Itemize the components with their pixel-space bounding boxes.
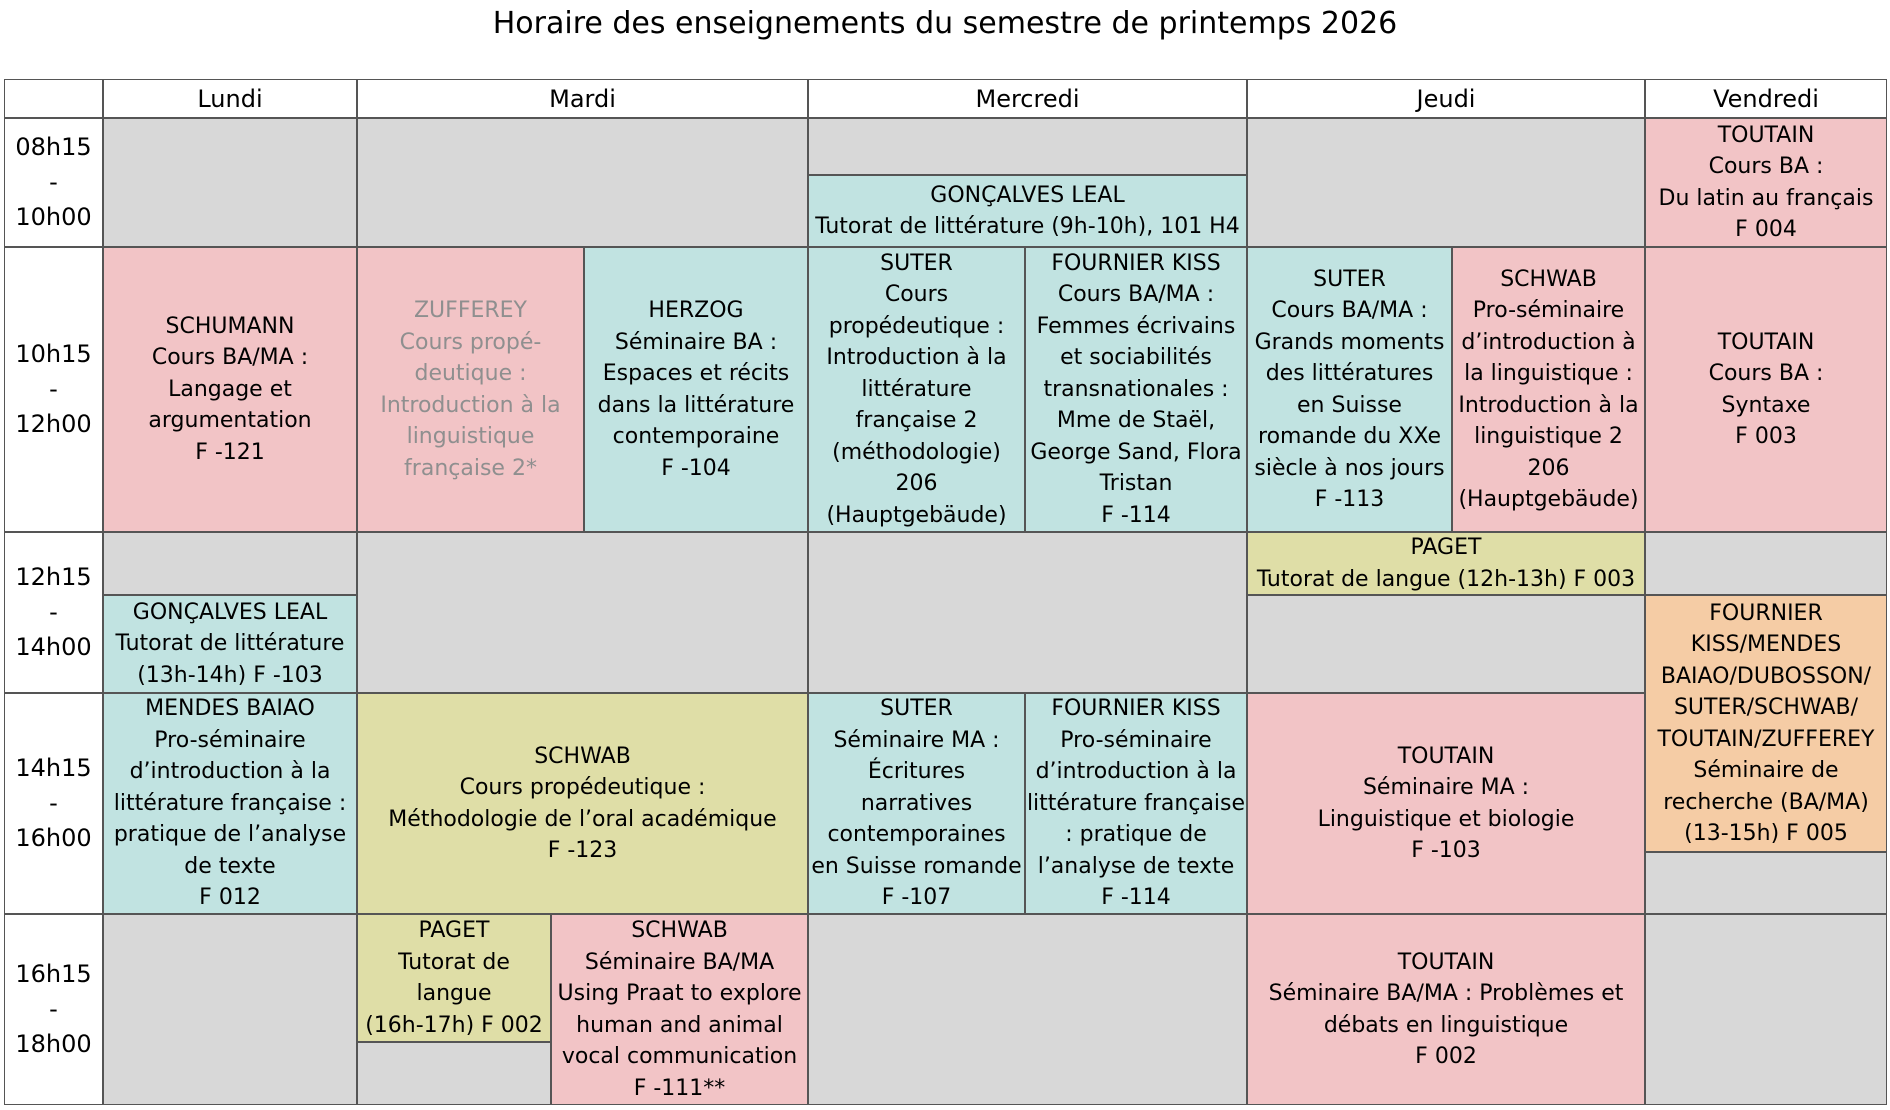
- course-block: [357, 247, 584, 532]
- course-detail: l’analyse de texte: [1037, 853, 1235, 879]
- course-name: [1648, 598, 1884, 756]
- course-detail: Cours BA :: [1708, 361, 1824, 386]
- course-detail: Séminaire MA :: [1362, 775, 1530, 800]
- empty-slot: [808, 914, 1247, 1105]
- course-detail: F -103: [1411, 838, 1481, 863]
- course-name: HERZOG: [648, 298, 744, 323]
- time-label: 14h00: [15, 633, 92, 661]
- course-block: [551, 914, 808, 1105]
- course-detail: Langage et: [168, 376, 292, 402]
- course-detail: Écritures narratives: [860, 759, 973, 816]
- course-detail: d’introduction à la: [1035, 759, 1237, 785]
- course-detail: Séminaire MA :: [833, 727, 1000, 753]
- course-detail: siècle à nos jours: [1254, 455, 1445, 481]
- course-block: [1247, 247, 1452, 532]
- empty-slot: [1645, 914, 1887, 1105]
- course-detail: Du latin au français: [1658, 185, 1874, 211]
- course-detail: 206: [895, 471, 938, 497]
- course-detail: Cours propé-: [399, 329, 542, 355]
- time-slot-0: [4, 118, 103, 247]
- time-label: 12h15: [15, 563, 92, 591]
- course-detail: Espaces et récits: [602, 361, 790, 386]
- empty-slot: [1645, 532, 1887, 595]
- course-detail: F 012: [199, 885, 261, 911]
- course-name: TOUTAIN: [1397, 949, 1495, 975]
- course-detail: (13h-14h) F -103: [137, 662, 323, 688]
- course-detail: contemporaine: [612, 424, 780, 449]
- time-label: 12h00: [15, 410, 92, 438]
- course-name: SCHWAB: [631, 918, 728, 943]
- course-name: SCHUMANN: [165, 313, 295, 339]
- course-block: [1025, 693, 1247, 914]
- time-label: 10h15: [15, 340, 92, 368]
- course-detail: Using Praat to explore: [557, 981, 802, 1006]
- time-label: 16h00: [15, 824, 92, 852]
- course-detail: propédeutique :: [828, 313, 1005, 339]
- course-detail: (13-15h) F 005: [1684, 821, 1848, 846]
- course-detail: F 003: [1735, 424, 1797, 449]
- course-detail: (Hauptgebäude): [826, 502, 1007, 528]
- course-detail: des littératures: [1265, 361, 1434, 386]
- course-detail: (16h-17h) F 002: [365, 1012, 543, 1038]
- course-detail: littérature française :: [113, 790, 347, 816]
- day-header-2: Mercredi: [808, 79, 1247, 118]
- time-slot-2: [4, 532, 103, 693]
- course-name: TOUTAIN: [1397, 743, 1495, 769]
- time-slot-3: [4, 693, 103, 914]
- course-detail: : pratique de: [1065, 822, 1207, 848]
- course-name: SUTER: [880, 696, 953, 722]
- course-detail: F 002: [1415, 1044, 1477, 1069]
- course-detail: linguistique 2: [1474, 424, 1623, 449]
- course-detail: débats en linguistique: [1323, 1012, 1569, 1038]
- course-detail: française 2: [855, 408, 978, 434]
- course-detail: Séminaire BA :: [614, 329, 778, 355]
- empty-slot: [103, 532, 357, 595]
- course-name: MENDES BAIAO: [145, 696, 315, 722]
- course-name: SCHWAB: [534, 743, 631, 769]
- day-header-3: Jeudi: [1247, 79, 1645, 118]
- course-name: SCHWAB: [1500, 266, 1597, 292]
- empty-slot: [808, 532, 1247, 693]
- course-detail: George Sand, Flora: [1030, 439, 1242, 465]
- course-detail: F 004: [1735, 217, 1797, 242]
- course-detail: Introduction à la: [826, 345, 1007, 371]
- empty-slot: [357, 532, 808, 693]
- day-header-4: Vendredi: [1645, 79, 1887, 118]
- course-detail: et sociabilités: [1060, 345, 1212, 371]
- course-detail: littérature française: [1026, 790, 1246, 816]
- course-name: GONÇALVES LEAL: [132, 599, 328, 625]
- course-detail: Tutorat de: [398, 949, 510, 975]
- course-detail: linguistique: [406, 424, 535, 449]
- empty-slot: [1247, 118, 1645, 247]
- course-detail: d’introduction à: [1461, 329, 1636, 355]
- course-detail: Cours BA :: [1708, 154, 1824, 179]
- course-block: [357, 914, 551, 1042]
- corner-cell: [4, 79, 103, 118]
- course-detail: Cours BA/MA :: [1057, 282, 1215, 308]
- course-detail: Tutorat de littérature (9h-10h), 101 H4: [815, 214, 1240, 239]
- course-detail: argumentation: [148, 408, 312, 434]
- time-label: -: [49, 995, 58, 1023]
- empty-slot: [357, 118, 808, 247]
- course-detail: Cours BA/MA :: [1271, 298, 1428, 323]
- time-label: 10h00: [15, 203, 92, 231]
- course-detail: Mme de Staël,: [1056, 408, 1216, 434]
- course-name: SUTER: [1313, 266, 1386, 292]
- course-detail: F -123: [547, 838, 618, 863]
- time-slot-1: [4, 247, 103, 532]
- course-detail: Tutorat de langue (12h-13h) F 003: [1256, 566, 1636, 592]
- course-detail: vocal communication: [561, 1044, 798, 1069]
- course-detail: Pro-séminaire: [1472, 298, 1625, 323]
- course-name-line: KISS/MENDES: [1690, 632, 1842, 657]
- course-detail: Cours propédeutique :: [459, 775, 706, 800]
- course-detail: Séminaire de: [1693, 758, 1839, 783]
- course-detail: romande du XXe: [1258, 424, 1441, 449]
- course-block: [1452, 247, 1645, 532]
- time-label: -: [49, 789, 58, 817]
- course-detail: deutique :: [414, 361, 527, 386]
- course-detail: d’introduction à la: [129, 759, 331, 785]
- time-label: 14h15: [15, 754, 92, 782]
- course-block: [808, 247, 1025, 532]
- course-detail: recherche (BA/MA): [1663, 789, 1869, 815]
- course-detail: langue: [416, 981, 492, 1006]
- course-name-line: SUTER/SCHWAB/: [1673, 695, 1859, 720]
- course-detail: Linguistique et biologie: [1317, 806, 1575, 832]
- course-name: GONÇALVES LEAL: [930, 182, 1125, 208]
- empty-slot: [103, 118, 357, 247]
- course-block: [1025, 247, 1247, 532]
- course-name: ZUFFEREY: [413, 298, 527, 323]
- course-block: [584, 247, 808, 532]
- course-detail: la linguistique :: [1464, 361, 1633, 386]
- course-detail: human and animal: [576, 1012, 783, 1038]
- time-label: 18h00: [15, 1030, 92, 1058]
- course-block: [357, 693, 808, 914]
- course-detail: F -121: [195, 439, 265, 465]
- time-label: 16h15: [15, 960, 92, 988]
- course-detail: (méthodologie): [832, 439, 1001, 465]
- course-detail: contemporaines: [827, 822, 1006, 848]
- empty-slot: [808, 118, 1247, 175]
- course-name-line: FOURNIER: [1709, 600, 1823, 626]
- course-block: [1645, 118, 1887, 247]
- course-block: [808, 175, 1247, 247]
- course-block: [808, 693, 1025, 914]
- course-detail: littérature: [861, 376, 972, 402]
- day-header-0: Lundi: [103, 79, 357, 118]
- course-block: [1247, 532, 1645, 595]
- course-detail: pratique de l’analyse: [113, 822, 347, 848]
- empty-slot: [1247, 595, 1645, 693]
- course-detail: Introduction à la: [380, 392, 561, 418]
- course-name: SUTER: [880, 250, 953, 276]
- empty-slot: [357, 1042, 551, 1105]
- course-block: [103, 693, 357, 914]
- course-detail: F -107: [881, 885, 952, 911]
- course-detail: Pro-séminaire: [154, 727, 306, 753]
- course-detail: Cours BA/MA :: [151, 345, 309, 371]
- course-detail: Cours: [884, 282, 949, 308]
- empty-slot: [103, 914, 357, 1105]
- course-block: [1645, 247, 1887, 532]
- course-detail: Tristan: [1099, 471, 1173, 497]
- course-block: [1645, 595, 1887, 852]
- course-detail: Grands moments: [1254, 329, 1445, 355]
- empty-slot: [1645, 852, 1887, 914]
- course-name: FOURNIER KISS: [1051, 250, 1221, 276]
- course-block: [103, 247, 357, 532]
- course-name: PAGET: [418, 918, 490, 943]
- course-detail: française 2*: [404, 455, 537, 481]
- course-detail: Pro-séminaire: [1060, 727, 1212, 753]
- course-detail: F -111**: [633, 1075, 726, 1101]
- course-detail: Introduction à la: [1458, 392, 1639, 418]
- time-slot-4: [4, 914, 103, 1105]
- course-detail: en Suisse romande: [811, 853, 1022, 879]
- time-label: -: [49, 168, 58, 196]
- course-detail: Séminaire BA/MA: [584, 949, 775, 975]
- course-name: FOURNIER KISS: [1051, 696, 1221, 722]
- time-label: -: [49, 598, 58, 626]
- course-block: [103, 595, 357, 693]
- time-label: -: [49, 375, 58, 403]
- course-detail: (Hauptgebäude): [1458, 487, 1639, 512]
- course-detail: 206: [1527, 455, 1570, 481]
- course-detail: Syntaxe: [1721, 392, 1811, 418]
- page-title: Horaire des enseignements du semestre de printemps 2026: [492, 6, 1398, 41]
- course-block: [1247, 693, 1645, 914]
- course-block: [1247, 914, 1645, 1105]
- course-name: TOUTAIN: [1717, 122, 1815, 148]
- course-name: TOUTAIN: [1717, 329, 1815, 355]
- time-label: 08h15: [15, 133, 92, 161]
- course-detail: transnationales :: [1043, 376, 1229, 402]
- course-detail: Méthodologie de l’oral académique: [388, 806, 777, 832]
- course-detail: F -104: [661, 455, 731, 481]
- course-detail: dans la littérature: [597, 392, 795, 418]
- course-detail: F -114: [1101, 885, 1171, 911]
- course-detail: Séminaire BA/MA : Problèmes et: [1268, 981, 1624, 1006]
- course-name: PAGET: [1410, 535, 1482, 560]
- course-detail: F -113: [1314, 487, 1385, 512]
- day-header-1: Mardi: [357, 79, 808, 118]
- course-detail: de texte: [184, 853, 276, 879]
- course-name-line: TOUTAIN/ZUFFEREY: [1657, 726, 1875, 752]
- course-detail: Tutorat de littérature: [115, 631, 345, 657]
- course-detail: Femmes écrivains: [1036, 313, 1236, 339]
- course-detail: en Suisse: [1297, 392, 1402, 418]
- course-name-line: BAIAO/DUBOSSON/: [1660, 663, 1872, 689]
- course-detail: F -114: [1101, 502, 1171, 528]
